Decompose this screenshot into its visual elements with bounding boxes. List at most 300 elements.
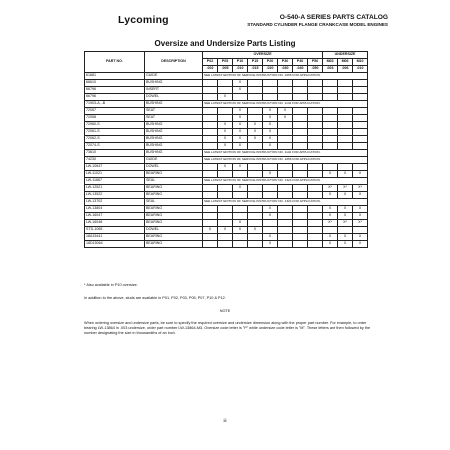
size-mark-cell: X xyxy=(338,192,353,199)
studs-note: In addition to the above, studs are available in P01, P02, P03, P05, P07, P10 & P12. xyxy=(84,296,226,300)
size-mark-cell xyxy=(203,171,218,178)
size-mark-cell xyxy=(353,129,368,136)
size-mark-cell xyxy=(293,143,308,150)
size-mark-cell: X xyxy=(233,108,248,115)
table-row xyxy=(85,143,368,150)
description-cell: SEAT xyxy=(145,115,203,122)
size-code-header: M06 xyxy=(338,59,353,66)
size-mark-cell xyxy=(338,136,353,143)
size-mark-cell xyxy=(353,87,368,94)
size-mark-cell xyxy=(323,164,338,171)
size-mark-cell: X xyxy=(218,94,233,101)
application-note-cell: SEE LATEST EDITION OF SERVICE INSTRUCTION NO. 1324 FOR APPLICATION. xyxy=(203,199,368,206)
size-mark-cell xyxy=(353,143,368,150)
size-mark-cell xyxy=(248,108,263,115)
size-mark-cell: X xyxy=(323,206,338,213)
size-mark-cell xyxy=(233,192,248,199)
part-number-cell: 73610 xyxy=(85,150,145,157)
size-mark-cell xyxy=(248,206,263,213)
table-row xyxy=(85,206,368,213)
description-header: DESCRIPTION xyxy=(145,52,203,73)
size-mark-cell: X* xyxy=(338,220,353,227)
part-number-cell: 72057 xyxy=(85,108,145,115)
size-mark-cell: X* xyxy=(338,185,353,192)
size-mark-cell xyxy=(278,87,293,94)
size-mark-cell xyxy=(308,171,323,178)
part-number-cell: 71903-A, -B xyxy=(85,101,145,108)
size-code-header: P02 xyxy=(203,59,218,66)
description-cell: SEAL xyxy=(145,199,203,206)
size-mark-cell: X xyxy=(353,213,368,220)
size-mark-cell: X xyxy=(263,206,278,213)
size-mark-cell xyxy=(248,185,263,192)
table-row xyxy=(85,136,368,143)
size-mark-cell: X* xyxy=(353,185,368,192)
part-number-cell: 66610 xyxy=(85,80,145,87)
size-mark-cell xyxy=(233,241,248,248)
size-mark-cell xyxy=(293,241,308,248)
size-mark-cell xyxy=(278,122,293,129)
size-mark-cell: X xyxy=(233,115,248,122)
size-mark-cell xyxy=(278,171,293,178)
size-mark-cell: X xyxy=(278,108,293,115)
size-mark-cell xyxy=(203,185,218,192)
size-mark-cell xyxy=(263,227,278,234)
size-mark-cell xyxy=(218,192,233,199)
table-row xyxy=(85,227,368,234)
table-row xyxy=(85,164,368,171)
size-mark-cell xyxy=(353,80,368,87)
part-number-cell: LW-11021 xyxy=(85,171,145,178)
size-mark-cell: X xyxy=(263,108,278,115)
description-cell: BEARING xyxy=(145,241,203,248)
size-mark-cell xyxy=(293,115,308,122)
size-value-header: .020 xyxy=(263,66,278,73)
size-mark-cell: X xyxy=(233,80,248,87)
size-mark-cell: X xyxy=(233,227,248,234)
size-mark-cell xyxy=(278,192,293,199)
description-cell: DOWEL xyxy=(145,164,203,171)
table-row xyxy=(85,171,368,178)
size-mark-cell xyxy=(293,164,308,171)
size-mark-cell: X xyxy=(263,241,278,248)
size-mark-cell xyxy=(218,206,233,213)
size-mark-cell xyxy=(278,143,293,150)
size-mark-cell: X xyxy=(203,227,218,234)
size-mark-cell xyxy=(293,220,308,227)
table-row xyxy=(85,241,368,248)
size-mark-cell: X xyxy=(263,234,278,241)
size-mark-cell xyxy=(308,87,323,94)
size-value-header: .006 xyxy=(338,66,353,73)
size-code-header: P15 xyxy=(248,59,263,66)
size-value-header: .010 xyxy=(353,66,368,73)
size-mark-cell xyxy=(218,185,233,192)
size-mark-cell xyxy=(293,234,308,241)
note-paragraph: When ordering oversize and undersize parts, be sure to specify the required oversize and undersize dimension along with the proper part number. For example, to order bearing LW-13864 in .003 undersize, order part number LW-13864-M3. Oversize code letter is "P" while undersize code letter is "M". These letters are then followed by the number designating the size in thousandths of an inch. xyxy=(84,321,371,336)
size-mark-cell xyxy=(353,94,368,101)
size-mark-cell xyxy=(263,192,278,199)
part-number-cell: STD-1065 xyxy=(85,227,145,234)
description-cell: BEARING xyxy=(145,185,203,192)
size-mark-cell xyxy=(308,220,323,227)
size-mark-cell: X xyxy=(263,143,278,150)
size-mark-cell: X xyxy=(248,122,263,129)
size-mark-cell xyxy=(263,164,278,171)
application-note-cell: SEE LATEST EDITION OF SERVICE INSTRUCTION NO. 1056 FOR APPLICATION. xyxy=(203,157,368,164)
size-mark-cell xyxy=(338,80,353,87)
size-mark-cell xyxy=(233,234,248,241)
size-mark-cell xyxy=(293,122,308,129)
size-mark-cell: X xyxy=(263,122,278,129)
size-mark-cell xyxy=(278,164,293,171)
size-mark-cell xyxy=(353,164,368,171)
size-mark-cell xyxy=(263,87,278,94)
size-value-header: .003 xyxy=(323,66,338,73)
size-mark-cell xyxy=(248,115,263,122)
size-mark-cell: X* xyxy=(323,185,338,192)
size-mark-cell xyxy=(278,136,293,143)
size-mark-cell xyxy=(323,136,338,143)
table-row xyxy=(85,234,368,241)
size-mark-cell: X xyxy=(218,129,233,136)
size-mark-cell: X xyxy=(218,164,233,171)
size-mark-cell: X xyxy=(233,143,248,150)
size-mark-cell xyxy=(293,192,308,199)
description-cell: BEARING xyxy=(145,171,203,178)
catalog-heading xyxy=(247,14,388,27)
size-mark-cell xyxy=(203,115,218,122)
size-mark-cell xyxy=(293,129,308,136)
size-mark-cell xyxy=(308,164,323,171)
size-mark-cell xyxy=(293,213,308,220)
size-mark-cell xyxy=(203,94,218,101)
size-mark-cell: X xyxy=(353,171,368,178)
size-mark-cell: X xyxy=(233,185,248,192)
size-mark-cell xyxy=(308,80,323,87)
size-mark-cell xyxy=(203,234,218,241)
size-mark-cell xyxy=(338,143,353,150)
parts-table xyxy=(84,51,368,248)
table-row xyxy=(85,115,368,122)
size-mark-cell xyxy=(293,227,308,234)
size-mark-cell xyxy=(248,213,263,220)
size-mark-cell: X xyxy=(233,164,248,171)
part-number-cell: LW-13702 xyxy=(85,199,145,206)
table-row xyxy=(85,87,368,94)
size-mark-cell xyxy=(308,136,323,143)
size-code-header: P10 xyxy=(233,59,248,66)
size-code-header: M10 xyxy=(353,59,368,66)
size-mark-cell xyxy=(293,136,308,143)
size-mark-cell: X xyxy=(338,206,353,213)
size-mark-cell xyxy=(323,122,338,129)
part-number-cell: LW-10647 xyxy=(85,164,145,171)
size-mark-cell: X xyxy=(263,129,278,136)
size-mark-cell xyxy=(203,108,218,115)
size-mark-cell xyxy=(203,206,218,213)
description-cell: GUIDE xyxy=(145,157,203,164)
part-number-cell: LW-16048 xyxy=(85,220,145,227)
table-row xyxy=(85,129,368,136)
size-mark-cell xyxy=(263,80,278,87)
size-mark-cell xyxy=(278,241,293,248)
part-number-cell: 66796 xyxy=(85,94,145,101)
part-number-cell: LW-13804 xyxy=(85,206,145,213)
size-mark-cell xyxy=(248,220,263,227)
size-mark-cell: X xyxy=(353,241,368,248)
size-mark-cell xyxy=(203,129,218,136)
size-mark-cell xyxy=(323,87,338,94)
size-mark-cell: X xyxy=(218,227,233,234)
size-mark-cell: X xyxy=(338,171,353,178)
page-title: Oversize and Undersize Parts Listing xyxy=(154,39,296,48)
size-mark-cell xyxy=(293,108,308,115)
undersize-header: UNDERSIZE xyxy=(323,52,368,59)
part-number-cell: 72061-S xyxy=(85,129,145,136)
description-cell: SEAL xyxy=(145,178,203,185)
size-mark-cell: X xyxy=(218,122,233,129)
description-cell: BEARING xyxy=(145,220,203,227)
size-value-header: .050 xyxy=(308,66,323,73)
size-mark-cell xyxy=(308,185,323,192)
size-mark-cell xyxy=(263,185,278,192)
size-value-header: .010 xyxy=(233,66,248,73)
size-mark-cell xyxy=(203,122,218,129)
size-mark-cell xyxy=(308,192,323,199)
size-mark-cell xyxy=(293,87,308,94)
description-cell: BUSHING xyxy=(145,122,203,129)
table-row xyxy=(85,80,368,87)
size-mark-cell xyxy=(218,80,233,87)
size-mark-cell xyxy=(203,80,218,87)
size-mark-cell xyxy=(323,143,338,150)
size-mark-cell xyxy=(218,115,233,122)
size-value-header: .040 xyxy=(293,66,308,73)
footnote: * Also available in P10 oversize. xyxy=(84,283,138,287)
size-mark-cell xyxy=(278,213,293,220)
size-mark-cell xyxy=(233,94,248,101)
size-mark-cell: X xyxy=(233,220,248,227)
part-number-cell: 61681 xyxy=(85,73,145,80)
description-cell: BUSHING xyxy=(145,136,203,143)
size-mark-cell xyxy=(218,241,233,248)
size-mark-cell: X xyxy=(353,234,368,241)
table-row xyxy=(85,150,368,157)
size-mark-cell xyxy=(218,108,233,115)
size-mark-cell xyxy=(353,136,368,143)
size-mark-cell xyxy=(248,241,263,248)
size-mark-cell xyxy=(293,80,308,87)
size-value-header: .002 xyxy=(203,66,218,73)
size-mark-cell xyxy=(308,241,323,248)
size-mark-cell xyxy=(218,171,233,178)
size-mark-cell xyxy=(293,206,308,213)
size-mark-cell xyxy=(248,87,263,94)
size-mark-cell xyxy=(338,164,353,171)
table-row xyxy=(85,101,368,108)
description-cell: BUSHING xyxy=(145,143,203,150)
size-code-header: P30 xyxy=(278,59,293,66)
size-mark-cell xyxy=(323,115,338,122)
part-number-cell: 74230 xyxy=(85,157,145,164)
size-mark-cell: X xyxy=(233,122,248,129)
table-row xyxy=(85,108,368,115)
size-mark-cell: X xyxy=(323,192,338,199)
table-row xyxy=(85,73,368,80)
size-mark-cell: X xyxy=(248,129,263,136)
description-cell: BEARING xyxy=(145,192,203,199)
size-mark-cell: X xyxy=(323,234,338,241)
description-cell: DOWEL xyxy=(145,227,203,234)
size-mark-cell xyxy=(248,94,263,101)
size-mark-cell xyxy=(323,227,338,234)
size-mark-cell xyxy=(293,185,308,192)
parts-table-body xyxy=(85,73,368,248)
size-mark-cell: X xyxy=(353,192,368,199)
size-mark-cell xyxy=(293,171,308,178)
table-row xyxy=(85,192,368,199)
size-mark-cell xyxy=(308,234,323,241)
size-mark-cell xyxy=(308,115,323,122)
size-mark-cell xyxy=(308,94,323,101)
size-mark-cell xyxy=(203,241,218,248)
size-mark-cell xyxy=(308,129,323,136)
size-mark-cell xyxy=(308,108,323,115)
size-mark-cell xyxy=(248,164,263,171)
description-cell: INSERT xyxy=(145,87,203,94)
size-value-header: .030 xyxy=(278,66,293,73)
size-value-header: .015 xyxy=(248,66,263,73)
size-mark-cell: X xyxy=(233,136,248,143)
size-mark-cell xyxy=(263,94,278,101)
size-mark-cell xyxy=(338,227,353,234)
size-mark-cell xyxy=(323,129,338,136)
size-mark-cell xyxy=(353,122,368,129)
size-mark-cell: X xyxy=(263,213,278,220)
description-cell: SEAT xyxy=(145,108,203,115)
table-row xyxy=(85,185,368,192)
size-mark-cell xyxy=(338,115,353,122)
description-cell: DOWEL xyxy=(145,94,203,101)
size-mark-cell: X xyxy=(218,143,233,150)
size-mark-cell xyxy=(203,87,218,94)
part-number-cell: LW-12521 xyxy=(85,185,145,192)
size-mark-cell xyxy=(218,213,233,220)
size-mark-cell xyxy=(278,129,293,136)
description-cell: GUIDE xyxy=(145,73,203,80)
part-number-cell: LW-13522 xyxy=(85,192,145,199)
size-mark-cell xyxy=(233,206,248,213)
size-mark-cell: X* xyxy=(323,220,338,227)
size-mark-cell: X xyxy=(263,171,278,178)
description-cell: BEARING xyxy=(145,206,203,213)
table-row xyxy=(85,213,368,220)
description-cell: BEARING xyxy=(145,213,203,220)
part-number-cell: 18D15064 xyxy=(85,241,145,248)
size-mark-cell xyxy=(323,80,338,87)
size-mark-cell: X xyxy=(263,115,278,122)
size-mark-cell xyxy=(353,227,368,234)
size-mark-cell xyxy=(248,192,263,199)
size-value-header: .005 xyxy=(218,66,233,73)
size-mark-cell xyxy=(353,108,368,115)
size-mark-cell: X xyxy=(218,136,233,143)
size-mark-cell: X xyxy=(338,241,353,248)
size-mark-cell: X xyxy=(353,206,368,213)
size-mark-cell xyxy=(233,171,248,178)
size-mark-cell xyxy=(338,94,353,101)
size-mark-cell xyxy=(308,206,323,213)
description-cell: BUSHING xyxy=(145,129,203,136)
size-mark-cell xyxy=(278,227,293,234)
size-mark-cell: X xyxy=(323,171,338,178)
size-code-header: P05 xyxy=(218,59,233,66)
size-mark-cell xyxy=(203,213,218,220)
application-note-cell: SEE LATEST EDITION OF SERVICE INSTRUCTION NO. 1056 FOR APPLICATION. xyxy=(203,73,368,80)
size-mark-cell xyxy=(203,143,218,150)
size-mark-cell xyxy=(218,220,233,227)
part-number-cell: 72074-S xyxy=(85,143,145,150)
size-mark-cell xyxy=(338,122,353,129)
application-note-cell: SEE LATEST EDITION OF SERVICE INSTRUCTION NO. 1143 FOR APPLICATION. xyxy=(203,101,368,108)
catalog-subtitle: STANDARD CYLINDER FLANGE CRANKCASE MODEL ENGINES xyxy=(247,22,388,27)
size-mark-cell: X xyxy=(278,115,293,122)
size-mark-cell xyxy=(308,227,323,234)
part-number-cell: 72062-S xyxy=(85,136,145,143)
size-mark-cell xyxy=(323,94,338,101)
size-mark-cell: X* xyxy=(353,220,368,227)
table-row xyxy=(85,94,368,101)
size-mark-cell xyxy=(278,234,293,241)
part-number-cell: 66796 xyxy=(85,87,145,94)
size-mark-cell xyxy=(218,87,233,94)
size-mark-cell xyxy=(338,87,353,94)
size-mark-cell xyxy=(278,94,293,101)
size-mark-cell xyxy=(248,234,263,241)
size-code-header: P20 xyxy=(263,59,278,66)
size-mark-cell xyxy=(263,220,278,227)
table-row xyxy=(85,199,368,206)
brand-name: Lycoming xyxy=(118,14,169,26)
description-cell: BUSHING xyxy=(145,150,203,157)
size-mark-cell xyxy=(203,192,218,199)
application-note-cell: SEE LATEST EDITION OF SERVICE INSTRUCTION NO. 1142 FOR APPLICATION. xyxy=(203,150,368,157)
size-mark-cell: X xyxy=(323,213,338,220)
size-mark-cell xyxy=(308,122,323,129)
size-mark-cell xyxy=(353,115,368,122)
description-cell: BUSHING xyxy=(145,80,203,87)
part-number-cell: 72058 xyxy=(85,115,145,122)
size-mark-cell: X xyxy=(233,129,248,136)
part-number-cell: LW-16047 xyxy=(85,213,145,220)
table-row xyxy=(85,122,368,129)
size-code-header: P50 xyxy=(308,59,323,66)
table-row xyxy=(85,220,368,227)
note-heading: NOTE xyxy=(219,309,231,313)
description-cell: BEARING xyxy=(145,234,203,241)
size-mark-cell xyxy=(248,171,263,178)
size-code-header: M03 xyxy=(323,59,338,66)
size-mark-cell xyxy=(308,213,323,220)
size-mark-cell xyxy=(293,94,308,101)
application-note-cell: SEE LATEST EDITION OF SERVICE INSTRUCTION NO. 1324 FOR APPLICATION. xyxy=(203,178,368,185)
size-mark-cell xyxy=(218,234,233,241)
part-no-header: PART NO. xyxy=(85,52,145,73)
size-mark-cell xyxy=(278,80,293,87)
size-mark-cell xyxy=(203,220,218,227)
size-mark-cell: X xyxy=(338,213,353,220)
